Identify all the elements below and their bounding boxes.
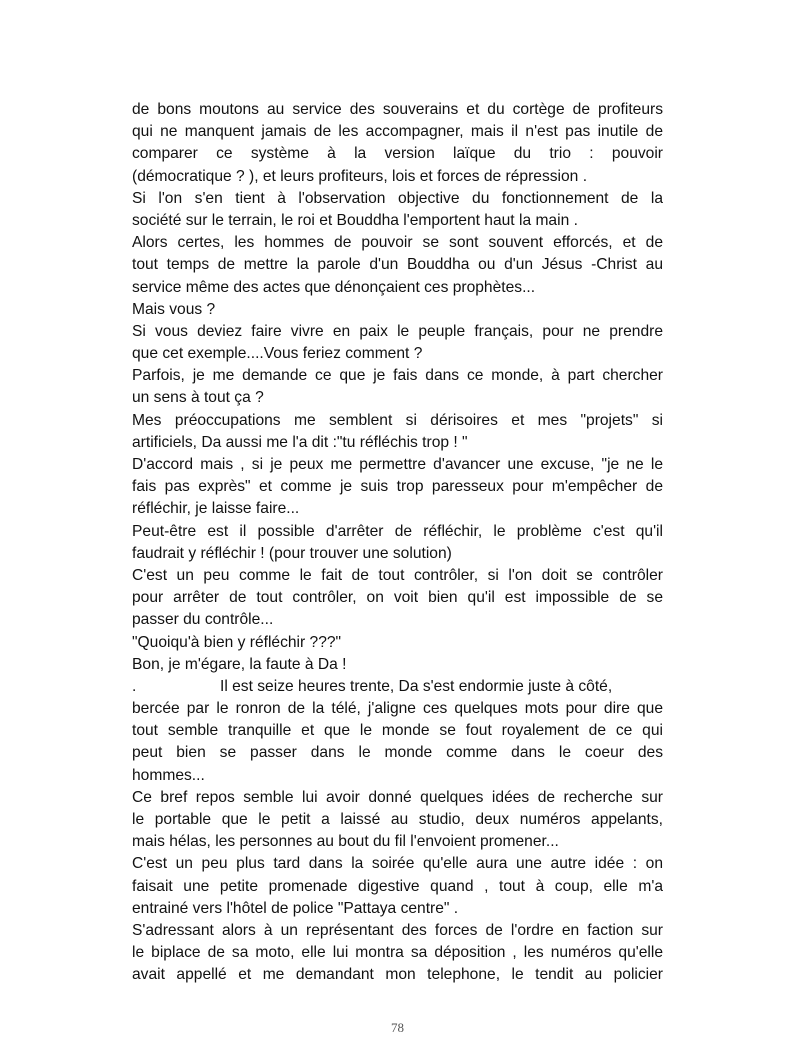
text-line: que cet exemple....Vous feriez comment ? [132,345,423,363]
text-line: un sens à tout ça ? [132,389,264,407]
text-line: réfléchir, je laisse faire... [132,500,300,518]
text-line: Alors certes, les hommes de pouvoir se sont souvent efforcés, et de [132,234,663,252]
text-line: fais pas exprès" et comme je suis trop paresseux pour m'empêcher de [132,478,663,496]
text-line: pour arrêter de tout contrôler, on voit bien qu'il est impossible de se [132,589,663,607]
text-line: C'est un peu plus tard dans la soirée qu'elle aura une autre idée : on [132,855,663,873]
paragraph-lines [132,99,663,676]
text-line: passer du contrôle... [132,611,274,629]
text-line: Si vous deviez faire vivre en paix le peuple français, pour ne prendre [132,322,663,340]
text-line: faudrait y réfléchir ! (pour trouver une solution) [132,544,452,562]
text-line: tout semble tranquille et que le monde se fout royalement de ce qui [132,722,663,740]
text-line: Mes préoccupations me semblent si dérisoires et mes "projets" si [132,411,663,429]
text-line: le portable que le petit a laissé au studio, deux numéros appelants, [132,811,663,828]
text-line: S'adressant alors à un représentant des forces de l'ordre en faction sur [132,921,663,939]
text-line: faisait une petite promenade digestive quand , tout à coup, elle m'a [132,877,663,895]
text-line-tabbed [132,676,663,698]
text-line: Parfois, je me demande ce que je fais dans ce monde, à part chercher [132,367,663,385]
text-line: avait appellé et me demandant mon telephone, le tendit au policier [132,966,663,984]
text-line: de bons moutons au service des souverains et du cortège de profiteurs [132,101,663,118]
text-line: entrainé vers l'hôtel de police "Pattaya centre" . [132,899,459,917]
text-line: C'est un peu comme le fait de tout contrôler, si l'on doit se contrôler [132,566,663,584]
tabbed-line-text: Il est seize heures trente, Da s'est endormie juste à côté, [220,677,613,695]
text-line: tout temps de mettre la parole d'un Bouddha ou d'un Jésus -Christ au [132,256,663,274]
page-number: 78 [391,1020,404,1035]
text-line: hommes... [132,766,205,784]
text-line: "Quoiqu'à bien y réfléchir ???" [132,633,342,651]
text-line: (démocratique ? ), et leurs profiteurs, lois et forces de répression . [132,167,588,185]
text-line: Peut-être est il possible d'arrêter de réfléchir, le problème c'est qu'il [132,522,663,540]
text-line: artificiels, Da aussi me l'a dit :"tu réfléchis trop ! " [132,433,468,451]
text-line: Bon, je m'égare, la faute à Da ! [132,655,347,673]
text-line: D'accord mais , si je peux me permettre d'avancer une excuse, "je ne le [132,456,663,473]
text-line: Ce bref repos semble lui avoir donné quelques idées de recherche sur [132,788,663,806]
leading-dot: . [132,677,137,695]
body-text [132,99,663,987]
text-line: comparer ce système à la version laïque du trio : pouvoir [132,145,663,163]
text-line: société sur le terrain, le roi et Bouddha l'emportent haut la main . [132,211,578,229]
paragraph-lines-continued [132,698,663,986]
text-line: service même des actes que dénonçaient ces prophètes... [132,278,536,296]
text-line: Si l'on s'en tient à l'observation objective du fonctionnement de la [132,189,663,207]
text-line: le biplace de sa moto, elle lui montra sa déposition , les numéros qu'elle [132,944,663,962]
text-line: peut bien se passer dans le monde comme dans le coeur des [132,744,663,762]
text-line: bercée par le ronron de la télé, j'aligne ces quelques mots pour dire que [132,700,663,718]
text-line: qui ne manquent jamais de les accompagner, mais il n'est pas inutile de [132,123,663,141]
text-line: Mais vous ? [132,300,216,318]
text-line: mais hélas, les personnes au bout du fil l'envoient promener... [132,833,559,851]
